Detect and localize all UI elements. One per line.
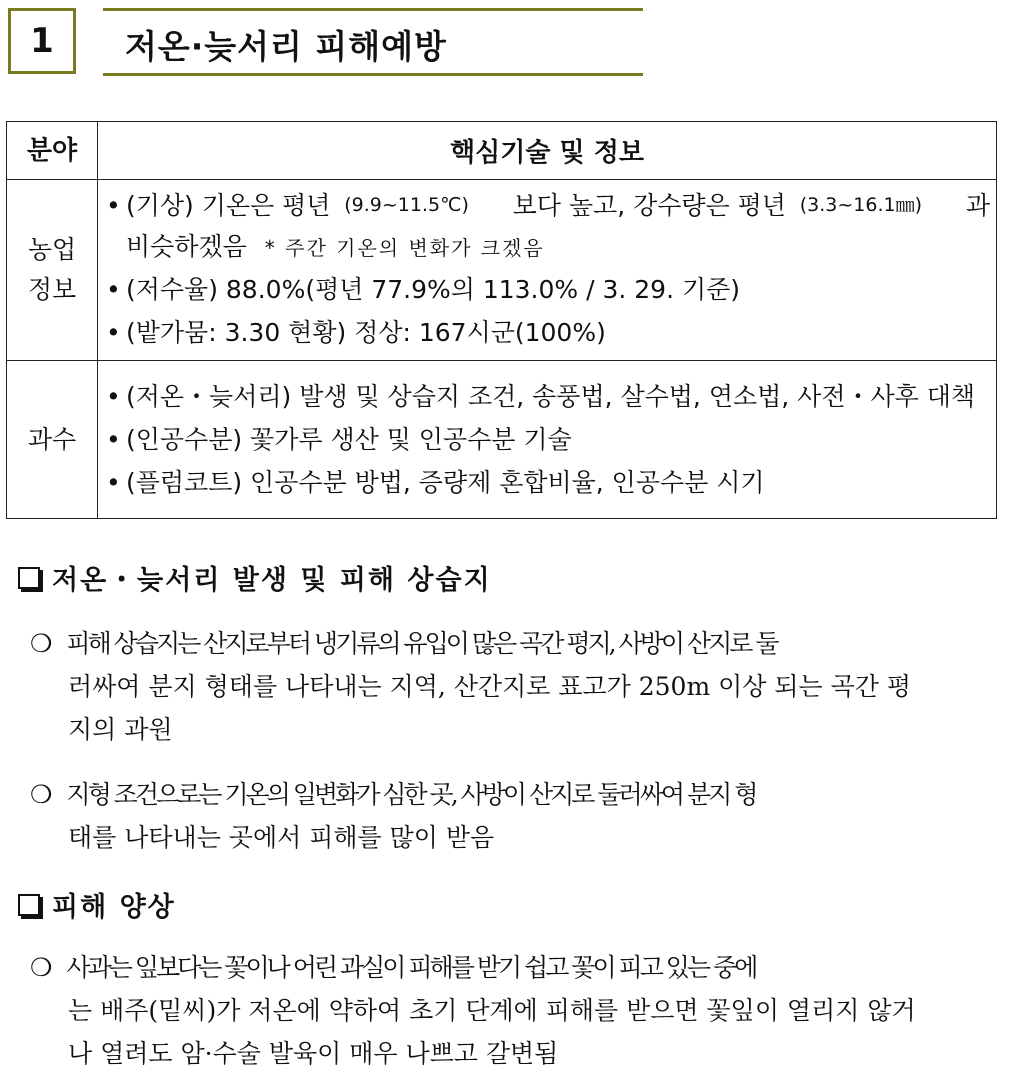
category-label: 농업	[27, 235, 77, 264]
title-banner	[103, 8, 643, 76]
info-cell	[98, 361, 997, 519]
paragraph	[30, 946, 996, 1075]
paragraph-text: 러싸여 분지 형태를 나타내는 지역, 산간지로 표고가 250m 이상 되는 곡간 평	[68, 672, 911, 701]
list-item	[104, 311, 990, 354]
col-header-info: 핵심기술 및 정보	[98, 122, 997, 180]
note-text: * 주간 기온의 변화가 크겠음	[264, 236, 545, 260]
item-text: (플럼코트) 인공수분 방법, 증량제 혼합비율, 인공수분 시기	[126, 468, 765, 497]
info-cell	[98, 180, 997, 361]
item-text: (저온・늦서리) 발생 및 상습지 조건, 송풍법, 살수법, 연소법, 사전・사후 대책	[126, 382, 976, 411]
paragraph-text: 사과는 잎보다는 꽃이나 어린 과실이 피해를 받기 쉽고 꽃이 피고 있는 중에	[66, 953, 756, 982]
circle-bullet-icon: ❍	[30, 780, 53, 809]
table-header-row	[7, 122, 997, 180]
paragraph-text: 나 열려도 암·수술 발육이 매우 나쁘고 갈변됨	[68, 1039, 559, 1068]
list-item-continuation	[104, 227, 990, 268]
paragraph-line	[30, 665, 996, 708]
category-label: 정보	[27, 275, 77, 304]
item-text: (3.3~16.1㎜)	[799, 194, 923, 216]
list-item	[104, 375, 990, 418]
list-item	[104, 461, 990, 504]
paragraph-text: 지의 과원	[68, 715, 173, 744]
table-row	[7, 180, 997, 361]
section-heading-text: 피해 양상	[52, 892, 176, 923]
info-table	[6, 121, 997, 519]
item-text: 보다 높고, 강수량은 평년	[512, 191, 786, 220]
bullet-icon: •	[106, 318, 121, 347]
paragraph-text: 는 배주(밑씨)가 저온에 약하여 초기 단계에 피해를 받으면 꽃잎이 열리지 않거	[68, 996, 916, 1025]
bullet-icon: •	[106, 382, 121, 411]
bullet-icon: •	[106, 425, 121, 454]
bullet-icon: •	[106, 275, 121, 304]
list-item	[104, 418, 990, 461]
section-heading	[18, 558, 492, 597]
paragraph	[30, 622, 996, 751]
section-number: 1	[8, 8, 76, 74]
page-title: 저온·늦서리 피해예방	[125, 27, 447, 66]
item-text: (인공수분) 꽃가루 생산 및 인공수분 기술	[126, 425, 572, 454]
paragraph	[30, 773, 996, 859]
paragraph-text: 지형 조건으로는 기온의 일변화가 심한 곳, 사방이 산지로 둘러싸여 분지 형	[66, 780, 756, 809]
col-header-field: 분야	[7, 122, 98, 180]
list-item	[104, 184, 990, 227]
item-text: (저수율) 88.0%(평년 77.9%의 113.0% / 3. 29. 기준)	[126, 275, 741, 304]
bullet-icon: •	[106, 468, 121, 497]
category-cell	[7, 361, 98, 519]
paragraph-text: 피해 상습지는 산지로부터 냉기류의 유입이 많은 곡간 평지, 사방이 산지로 둘	[66, 629, 777, 658]
list-item	[104, 268, 990, 311]
item-text: 비슷하겠음	[126, 232, 247, 261]
paragraph-line	[30, 708, 996, 751]
section-heading	[18, 885, 176, 924]
bullet-icon: •	[106, 191, 121, 220]
category-cell	[7, 180, 98, 361]
category-label: 과수	[27, 424, 77, 454]
circle-bullet-icon: ❍	[30, 953, 53, 982]
checkbox-square-icon	[18, 567, 40, 589]
item-text: 과	[965, 191, 990, 220]
item-text: (기상) 기온은 평년	[126, 191, 331, 220]
checkbox-square-icon	[18, 894, 40, 916]
paragraph-line	[30, 773, 996, 816]
paragraph-line	[30, 1032, 996, 1075]
paragraph-line	[30, 816, 996, 859]
paragraph-line	[30, 622, 996, 665]
table-row	[7, 361, 997, 519]
paragraph-line	[30, 946, 996, 989]
paragraph-line	[30, 989, 996, 1032]
section-heading-text: 저온・늦서리 발생 및 피해 상습지	[52, 565, 492, 596]
paragraph-text: 태를 나타내는 곳에서 피해를 많이 받음	[68, 823, 495, 852]
item-text: (9.9~11.5℃)	[344, 194, 469, 216]
circle-bullet-icon: ❍	[30, 629, 53, 658]
item-text: (밭가뭄: 3.30 현황) 정상: 167시군(100%)	[126, 318, 606, 347]
